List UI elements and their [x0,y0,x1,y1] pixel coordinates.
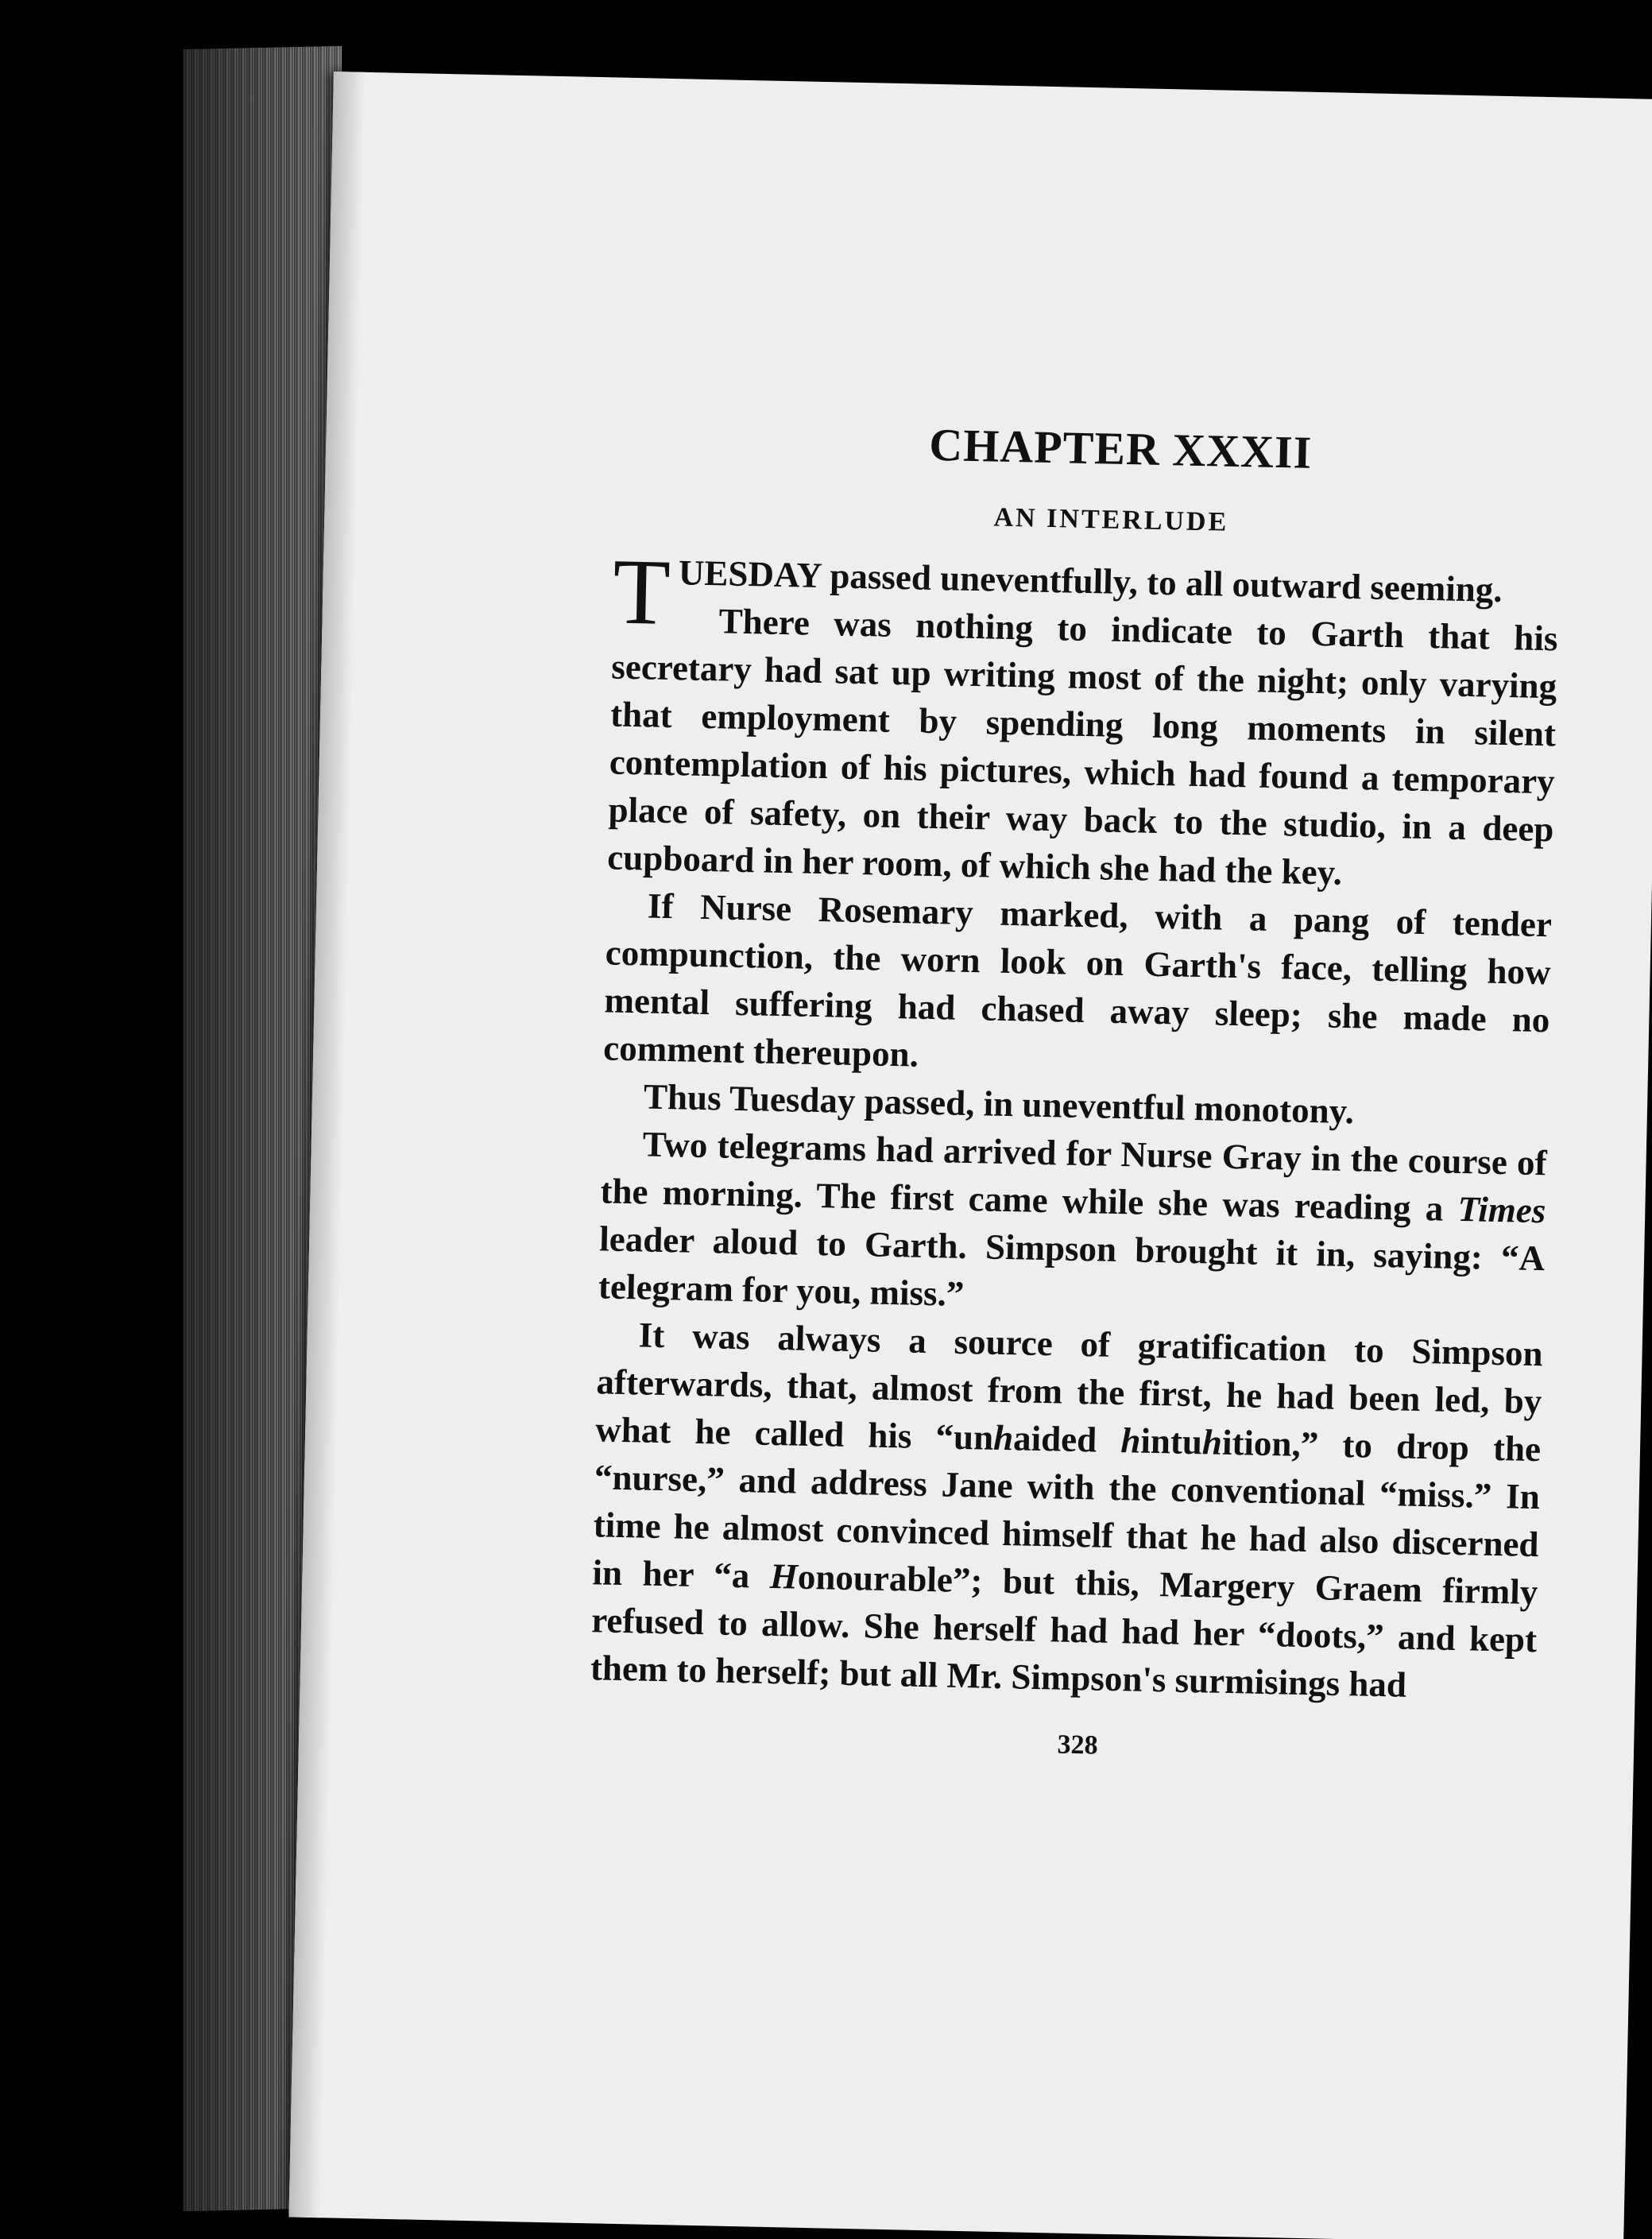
paragraph-2: There was nothing to indicate to Garth that his secretary had sat up writing most of the night; only varying that employment by spending long moments in silent contemplation of his pictures, which had found a temporary place of safety, on their way back to the studio, in a deep cupboard in her room, of which she had the key. [606,601,1558,893]
chapter-subtitle: AN INTERLUDE [993,502,1229,537]
paragraph-5-text-a: Two telegrams had arrived for Nurse Gray in the course of the morning. The first came while she was reading a [600,1124,1548,1229]
paragraph-5-text-b: leader aloud to Garth. Simpson brought it in, saying: “A telegram for you, miss.” [598,1218,1546,1314]
paragraph-1-text: UESDAY passed uneventfully, to all outward seeming. [678,552,1503,610]
paragraph-3: If Nurse Rosemary marked, with a pang of tender compunction, the worn look on Garth's face, telling how mental suffering had chased away sleep; she made no comment thereupon. [602,885,1553,1075]
paragraph-6-italic-4: H [769,1555,799,1597]
paragraph-6-italic-1: h [992,1417,1014,1458]
drop-cap: T [612,539,671,645]
paragraph-6-text-c: intu [1139,1420,1203,1462]
page-sheet [288,72,1652,2239]
paragraph-5 [598,1119,1547,1330]
paragraph-6-text-b: aided [1012,1418,1121,1461]
chapter-title: CHAPTER XXXII [928,418,1313,478]
paragraph-6-text-e: onourable”; but this, Margery Graem firmly refused to allow. She herself had had her “doots,” and kept them to herself; but all Mr. Simpson's surmisings had [590,1556,1538,1705]
paragraph-6-italic-3: h [1201,1422,1223,1462]
paragraph-4: Thus Tuesday passed, in uneventful monotony. [643,1076,1355,1132]
paragraph-6-italic-2: h [1120,1420,1141,1461]
paragraph-6-text-a: It was always a source of gratification to Simpson afterwards, that, almost from the first, he had been led, by what he called his “un [594,1315,1544,1458]
paragraph-6 [590,1310,1543,1711]
paragraph-5-italic: Times [1457,1188,1546,1231]
page-number: 328 [1057,1730,1098,1761]
page-content [589,412,1562,1771]
paragraph-6-text-d: ition,” to drop the “nurse,” and address Jane with the conventional “miss.” In time he almost convinced himself that he had also discerned in her “a [592,1422,1542,1596]
